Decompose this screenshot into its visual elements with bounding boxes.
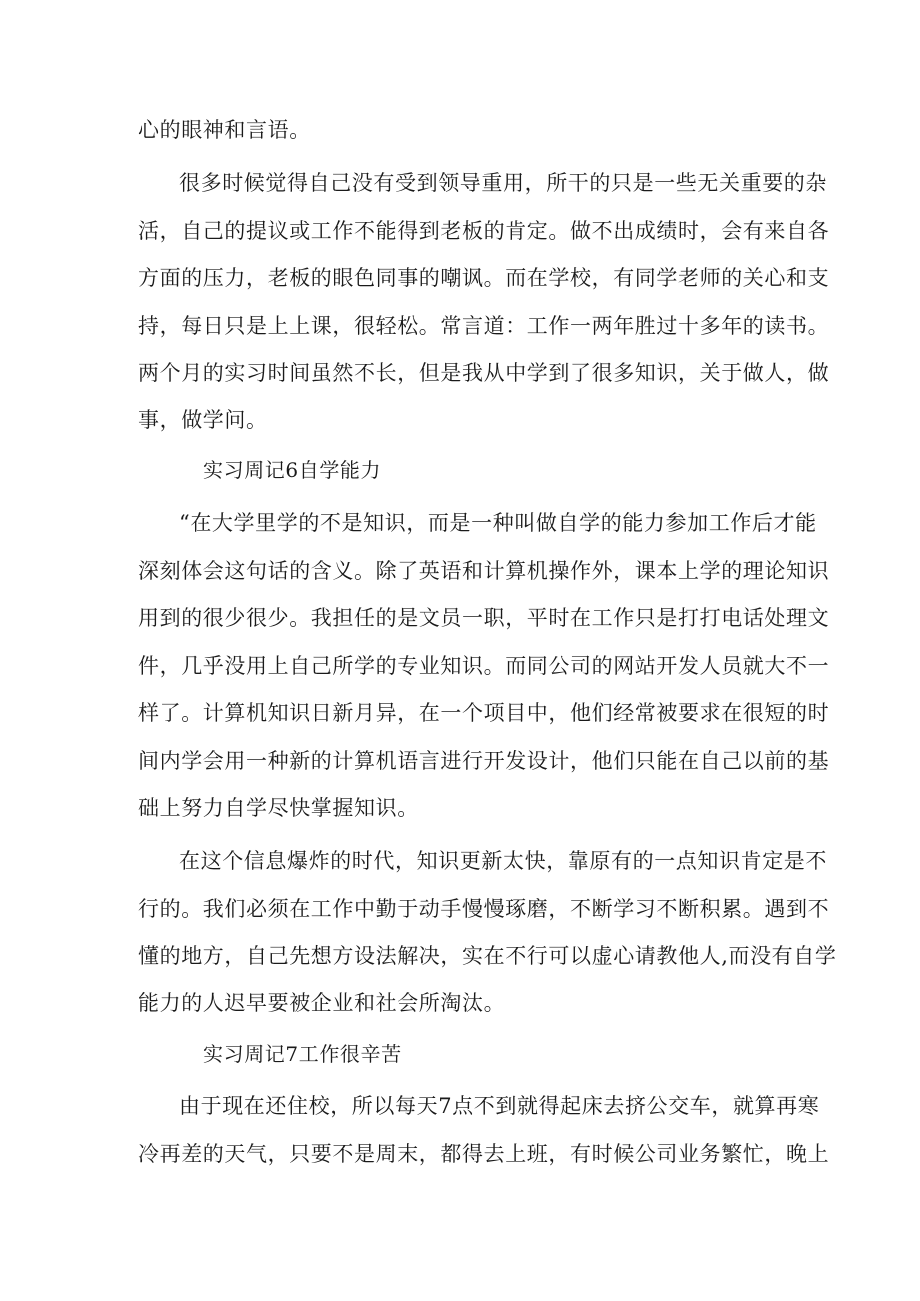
- paragraph-line: 活，自己的提议或工作不能得到老板的肯定。做不出成绩时，会有来自各: [138, 219, 830, 243]
- paragraph-line: 冷再差的天气，只要不是周末，都得去上班，有时候公司业务繁忙，晚上: [138, 1142, 830, 1166]
- paragraph-line: 很多时候觉得自己没有受到领导重用，所干的只是一些无关重要的杂: [179, 171, 827, 195]
- paragraph-line: 方面的压力，老板的眼色同事的嘲讽。而在学校，有同学老师的关心和支: [138, 266, 830, 290]
- paragraph-line: 间内学会用一种新的计算机语言进行开发设计，他们只能在自己以前的基: [138, 749, 830, 773]
- paragraph-line: 深刻体会这句话的含义。除了英语和计算机操作外，课本上学的理论知识: [138, 559, 830, 583]
- section-heading: 实习周记7工作很辛苦: [203, 1042, 402, 1066]
- paragraph-line: 懂的地方，自己先想方设法解决，实在不行可以虚心请教他人,而没有自学: [138, 944, 837, 968]
- paragraph-line: 础上努力自学尽快掌握知识。: [138, 796, 419, 820]
- paragraph-line: 持，每日只是上上课，很轻松。常言道：工作一两年胜过十多年的读书。: [138, 314, 830, 338]
- paragraph-line: 能力的人迟早要被企业和社会所淘汰。: [138, 991, 506, 1015]
- paragraph-line: 用到的很少很少。我担任的是文员一职，平时在工作只是打打电话处理文: [138, 606, 830, 630]
- paragraph-line: 在这个信息爆炸的时代，知识更新太快，靠原有的一点知识肯定是不: [179, 849, 827, 873]
- paragraph-line: 件，几乎没用上自己所学的专业知识。而同公司的网站开发人员就大不一: [138, 654, 830, 678]
- section-heading: 实习周记6自学能力: [203, 458, 382, 482]
- paragraph-line: 行的。我们必须在工作中勤于动手慢慢琢磨，不断学习不断积累。遇到不: [138, 897, 830, 921]
- paragraph-line: 事，做学问。: [138, 408, 268, 432]
- paragraph-line: 两个月的实习时间虽然不长，但是我从中学到了很多知识，关于做人，做: [138, 361, 830, 385]
- paragraph-line: 由于现在还住校，所以每天7点不到就得起床去挤公交车，就算再寒: [179, 1094, 820, 1118]
- paragraph-line: 心的眼神和言语。: [138, 118, 311, 142]
- paragraph-line: 样了。计算机知识日新月异，在一个项目中，他们经常被要求在很短的时: [138, 701, 830, 725]
- paragraph-line: “在大学里学的不是知识，而是一种叫做自学的能力参加工作后才能: [179, 511, 817, 535]
